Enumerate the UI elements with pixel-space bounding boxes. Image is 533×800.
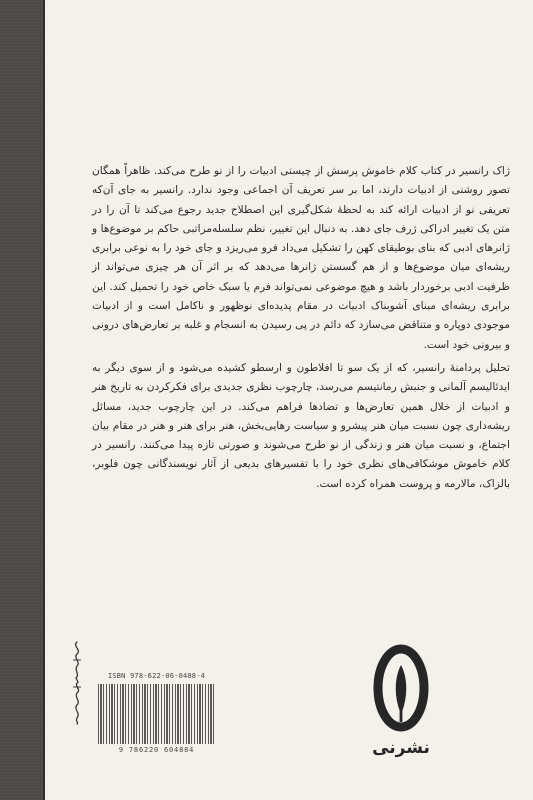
barcode-digits: 9 786220 604884 [118,746,195,754]
publisher-logo [366,638,436,738]
blurb-paragraph-2: تحلیل پردامنهٔ رانسیر، که از یک سو تا افلاطون و ارسطو کشیده می‌شود و از سوی دیگر به ایدئالیسم آلمانی و جنبش رمانتیسم می‌رسد، چارچوب نظری جدیدی برای فکرکردن به تاریخ هنر و ادبیات از خلال همین تعارض‌ها و تضادها فراهم می‌کند. در این چارچوب جدید، مسائل ریشه‌داری چون نسبت میان هنر پیشرو و سیاست رهایی‌بخش، هنر برای هنر و هنر در مقام بیان اجتماع، و نسبت میان هنر و زندگی از نو طرح می‌شوند و صورتی تازه پیدا می‌کنند. رانسیر در کلام خاموش موشکافی‌های نظری خود را با تفسیرهای بدیعی از آثار نویسندگانی چون فلوبر، بالزاک، مالارمه و پروست همراه کرده است. [92,361,510,490]
signature-mark [70,640,84,725]
barcode-area [98,672,215,790]
blurb-text [92,162,510,494]
barcode-bars [98,684,215,744]
blurb-paragraph-1: ژاک رانسیر در کتاب کلام خاموش پرسش از چیستی ادبیات را از نو طرح می‌کند. ظاهراً همگان تصور روشنی از ادبیات دارند، اما بر سر تعریف آن اجماعی وجود ندارد. رانسیر به جای آن‌که تعریفی نو از ادبیات ارائه کند به لحظهٔ شکل‌گیری این اصطلاح جدید رجوع می‌کند تا آن را در متن یک تغییر ادراکی ژرف جای دهد. به دنبال این تغییر، نظم سلسله‌مراتبی حاکم بر موضوع‌ها و ژانرهای ادبی که بنای بوطیقای کهن را تشکیل می‌داد فرو می‌ریزد و جای خود را به نوعی برابری ریشه‌ای میان موضوع‌ها و از هم گسستن ژانرها می‌دهد که بر اثر آن هر چیزی می‌تواند از ظرفیت ادبی برخوردار باشد و هیچ موضوعی نمی‌تواند فرم یا سبک خاص خود را تحمیل کند. این برابری ریشه‌ای مبنای آشوبناک ادبیات در مقام پدیده‌ای نوظهور و ناکامل است و از ادبیات موجودی دوپاره و متناقض می‌سازد که دائم در پی رسیدن به انسجام و غلبه بر تعارض‌های درونی و بیرونی خود است. [92,165,510,351]
spine-edge [43,0,45,800]
publisher-name: نشرنی [372,738,430,758]
publisher-reed-icon [366,638,436,738]
designer-signature [70,640,84,725]
isbn-label: ISBN 978-622-06-0488-4 [107,672,206,680]
spine-texture [0,0,43,800]
